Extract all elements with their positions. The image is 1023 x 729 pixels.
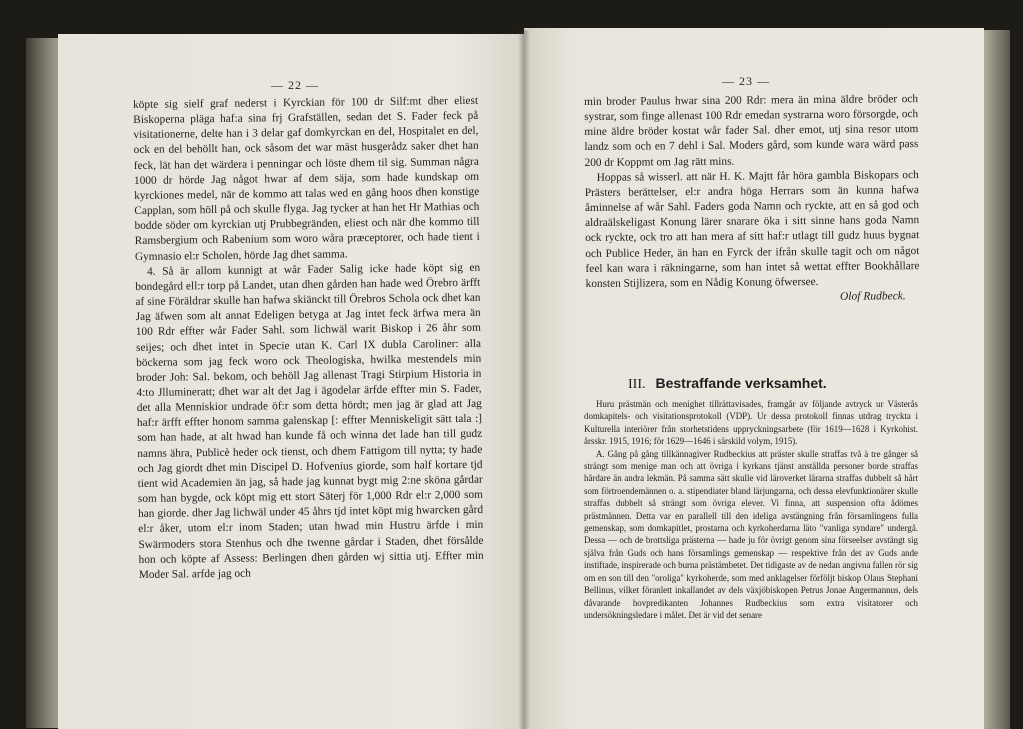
left-page-edges	[26, 38, 60, 728]
left-page-text	[133, 94, 484, 583]
small-paragraph-1: Huru prästmän och menighet tillrättavisades, framgår av följande avtryck ur Västerås domkapitels- och visitationsprotokoll (VDP). Ur dessa protokoll finnas utdrag tryckta i Kulturella interiörer från storhetstidens uppryckningsarbete (för 1619—1628 i Kyrkohist. årsskr. 1915, 1916; för 1629—1646 i särskild volym, 1915).	[584, 399, 918, 447]
small-paragraph-2: A. Gång på gång tillkännagiver Rudbeckius att präster skulle straffas två à tre gånger så strängt som menige man och att övriga i kyrkans tjänst anställda personer borde straffas hårdare än andra lekmän. På samma sätt skulle vid läroverket lärarna straffas dubbelt så hårt som förtroendemännen o. a. stipendiater bland lärjungarna, och dessa elevfunktionärer skulle straffas dubbelt så strängt som övriga elever. Vi finna, att suspension ofta ådömes prästmännen. Detta var en parallell till den ideliga avstängning från församlingens fulla gemenskap, som domkapitlet, prostarna och kyrkoherdarna läto "vanliga syndare" undergå. Dessa — och de brottsliga prästerna — hade ju för övrigt genom sina förseelser avstängt sig själva från Guds och hans församlings gemenskap — respektive från det av Guds ande instiftade, inspirerade och burna prästämbetet. Det tidigaste av de nedan angivna fallen rör sig om en son till den "oroliga" kyrkoherde, som med anklagelser förföljt biskop Olaus Stephani Bellinus, vilket föranlett inkallandet av dels växjöbiskopen Petrus Jonae Angermannus, dels dåvarande hovpredikanten Johannes Rudbeckius som extra visitatorer och undersökningsledare i målet. Det är vid det senare	[584, 448, 918, 620]
right-paragraph-1: min broder Paulus hwar sina 200 Rdr: mera än mina äldre bröder och systrar, som finge allenast 100 Rdr emedan systrarna woro försorgde, och mine äldre bröder kostat wår fader Sal. dher emot, utj sina resor utom landz som och en 7 dehl i Sal. Moders gård, som kunde wara wärd pass 200 dr Koppmt om Jag rätt mins.	[584, 93, 919, 169]
section-heading	[628, 375, 827, 393]
book-gutter	[518, 30, 530, 729]
section-title: Bestraffande verksamhet.	[655, 375, 827, 391]
section-number: III.	[628, 377, 646, 392]
left-paragraph-2: 4. Så är allom kunnigt at wår Fader Salig icke hade köpt sig en bondegård ell:r torp på Landet, utan dhen gården han hade wed Örebro ärfft af sine Föräldrar skulle han hafwa skiänckt till Örebros Schola ock dhet kan Jag äfwen som alt annat Edeligen betyga at Jag intet feck ärfwa mera än 100 Rdr effter wår Fader Sahl. som lichwäl warit Biskop i 26 åhr som seijes; och dhet intet in Specie utan K. Carl IX dubla Caroliner: alla böckerna som jag feck woro ock Theologiska, hwilka mestendels min broder Joh: Sal. bekom, och behöll Jag allenast Tragi Stirpium Historia in 4:to Jllumineratt; dhet war alt det Jag i ägodelar ärfde effter min S. Fader, det alla Menniskior undrade öf:r som detta hördt; men jag är glad att Jag haf:r ärfft effter honom samma galenskap [: effter Menniskeligit sätt tala :] som han hade, at alt hwad han kunde få och winna det lade han till gudz namns ähra, Publicè heder ock tienst, och dhem Fattigom till nytta; ty hade och Jag giordt dhet min Discipel D. Hofvenius giorde, som half kortare tjd tient wid Academien än jag, så hade jag kunnat bygt mig 2:ne sköna gårdar som han bygde, ock köpt mig ett stort Säterj för 1,000 Rdr el:r 2,000 som han giorde. dher Jag lichwäl under 45 åhrs tjd intet köpt mig hwarcken gård el:r åker, utom el:r inom Staden; utan hwad min Hustru ärfde i min Swärmoders stora Stenhus och dhe twenne gårdar i Staden, dhet försålde hon och köpte af Assess: Berlingen dhen gården wj sittia utj. Effter min Moder Sal. arfde jag och	[135, 261, 484, 581]
right-page	[524, 28, 984, 729]
right-page-edges	[982, 30, 1010, 729]
left-paragraph-1: köpte sig sielf graf nederst i Kyrckian för 100 dr Silf:mt dher eliest Biskoperna pläga haf:a sina frj Grafställen, sedan det S. Fader feck på visitationerne, delte han i 3 delar gaf domkyrckan en del, Hospitalet en del, ock en del behöllt han, ock såsom det war mäst husgerådz saker dhet han feck, lät han det wärdera i penningar och löste dhem til sig. Summan några 1000 dr hörde Jag något hwar af dem säja, som hade kundskap om kyrckiones medel, när de kommo att talas wed en gång hoos dhen konstige Capplan, som höll på och skulle flyga. Jag tycker at han het Hr Mathias och bodde söder om kyrckian utj Prubbegränden, eliest och när dhe kommo till Ramsbergium och Rabenium som woro wåra præceptorer, och hade tient i Gymnasio el:r Scholen, hörde Jag dhet samma.	[133, 94, 480, 263]
right-paragraph-2: Hoppas så wisserl. att när H. K. Majtt får höra gambla Biskopars och Prästers berättelser, el:r andra höga Herrars som än kunna hafwa åminnelse af wår Sahl. Faders goda Namn och ryckte, att en så god och aldraälskeligast Konung lärer snarare öka i sitt sinne hans goda Namn ock ryckte, ock tro att han mera af sitt haf:r utlagt till gudz huus bygnat och Publice Heder, än han en Fyrck der ifrån skulle tagit och om något feel kan wara i räkningarne, som han intet så wettat effter Bookhållare konsten Stijlizera, som en Nådig Konung öfwersee.	[584, 168, 920, 290]
page-number-right: — 23 —	[722, 74, 770, 88]
right-page-text	[584, 92, 920, 307]
signature: Olof Rudbeck.	[839, 290, 906, 303]
page-number-left: — 22 —	[271, 78, 319, 92]
left-page	[58, 34, 524, 729]
section-body	[584, 398, 918, 621]
